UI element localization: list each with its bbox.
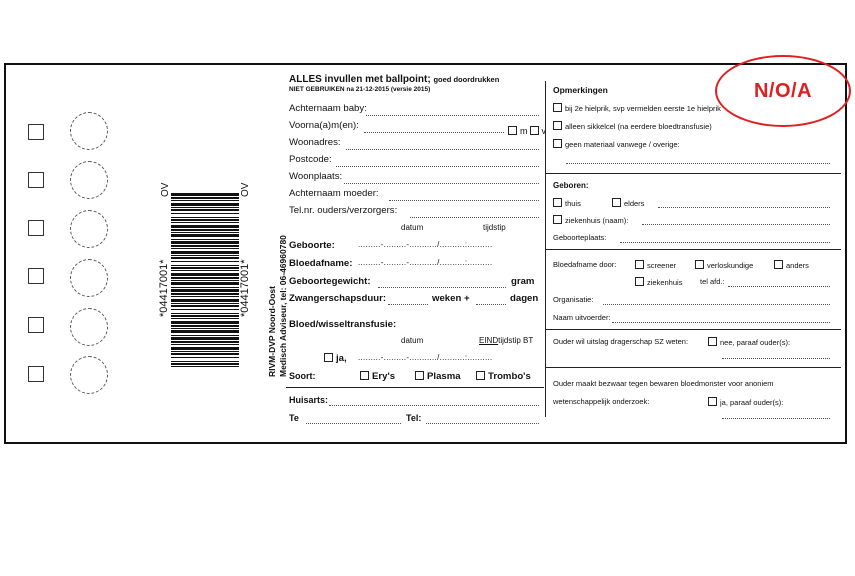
- blood-spot-circle: [70, 161, 108, 199]
- afname-ziekenhuis-checkbox[interactable]: [635, 277, 644, 286]
- sex-choice: m v: [508, 126, 546, 136]
- barcode-bar: [171, 229, 239, 231]
- achternaam-moeder-label: Achternaam moeder:: [289, 188, 379, 199]
- blood-spot-circle: [70, 308, 108, 346]
- barcode-bar: [171, 287, 239, 288]
- barcode-bar: [171, 341, 239, 343]
- achternaam-moeder-field[interactable]: [389, 200, 539, 201]
- bezwaar-ja[interactable]: ja, paraaf ouder(s):: [708, 397, 783, 407]
- barcode-bar: [171, 318, 239, 319]
- barcode-bar: [171, 225, 239, 228]
- barcode-bar: [171, 200, 239, 201]
- barcode-bar: [171, 245, 239, 247]
- checkbox-square[interactable]: [28, 220, 44, 236]
- barcode-bar: [171, 363, 239, 365]
- telnr-field[interactable]: [410, 217, 539, 218]
- barcode-bar: [171, 282, 239, 285]
- afname-screener[interactable]: screener: [635, 260, 676, 270]
- achternaam-baby-label: Achternaam baby:: [289, 103, 367, 114]
- tel-afd-field[interactable]: [728, 286, 830, 287]
- trombos-checkbox[interactable]: [476, 371, 485, 380]
- barcode-bar: [171, 203, 239, 206]
- checkbox-square[interactable]: [28, 366, 44, 382]
- barcode-bar: [171, 213, 239, 214]
- form-title: ALLES invullen met ballpoint; goed doordrukken: [289, 74, 500, 85]
- gram-unit: gram: [511, 276, 535, 287]
- trombos-option[interactable]: Trombo's: [476, 371, 531, 382]
- weken-field[interactable]: [388, 304, 428, 305]
- afname-anders[interactable]: anders: [774, 260, 809, 270]
- barcode-bar: [171, 361, 239, 362]
- barcode-bar: [171, 303, 239, 304]
- ziekenhuis-checkbox[interactable]: [553, 215, 562, 224]
- blood-spot-circle: [70, 259, 108, 297]
- soort-label: Soort:: [289, 371, 316, 381]
- weken-unit: weken +: [432, 293, 470, 304]
- thuis-checkbox[interactable]: [553, 198, 562, 207]
- barcode-bar: [171, 277, 239, 279]
- screener-checkbox[interactable]: [635, 260, 644, 269]
- divider: [546, 173, 841, 174]
- tel-label: Tel:: [406, 413, 422, 423]
- afname-door-label: Bloedafname door:: [553, 260, 617, 269]
- barcode-bar: [171, 255, 239, 256]
- barcode-bar: [171, 289, 239, 292]
- bezwaar-text-1: Ouder maakt bezwaar tegen bewaren bloedmonster voor anoniem: [553, 379, 774, 388]
- opmerking-3-checkbox[interactable]: [553, 139, 562, 148]
- geboren-elders[interactable]: elders: [612, 198, 644, 208]
- barcode-bar: [171, 293, 239, 295]
- ja-checkbox[interactable]: [324, 353, 333, 362]
- bloedafname-label: Bloedafname:: [289, 258, 353, 269]
- adviseur-side-text: Medisch Adviseur, tel: 06-46960780: [278, 235, 288, 377]
- opmerking-2-checkbox[interactable]: [553, 121, 562, 130]
- te-field[interactable]: [306, 423, 401, 424]
- barcode-bar: [171, 325, 239, 327]
- nee-checkbox[interactable]: [708, 337, 717, 346]
- transfusie-eind-header: EINDtijdstip BT: [479, 336, 534, 345]
- barcode-bar: [171, 321, 239, 324]
- telnr-label: Tel.nr. ouders/verzorgers:: [289, 205, 398, 216]
- transfusie-ja[interactable]: ja,: [324, 353, 347, 364]
- postcode-label: Postcode:: [289, 154, 332, 165]
- barcode-bar: [171, 209, 239, 211]
- barcode-bar: [171, 267, 239, 269]
- plasma-checkbox[interactable]: [415, 371, 424, 380]
- postcode-field[interactable]: [336, 166, 539, 167]
- bezwaar-field[interactable]: [722, 418, 830, 419]
- barcode-bar: [171, 219, 239, 221]
- sex-v-checkbox[interactable]: [530, 126, 539, 135]
- barcode-bar: [171, 193, 239, 196]
- barcode-bar: [171, 222, 239, 223]
- voornamen-label: Voorna(a)m(en):: [289, 120, 359, 131]
- barcode-bar: [171, 366, 239, 367]
- bloedafname-field[interactable]: .........-.........-.........../..........:..........: [358, 258, 493, 267]
- barcode-number-left: *04417001*: [158, 259, 170, 317]
- barcode-bar: [171, 357, 239, 358]
- divider: [546, 249, 841, 250]
- geboorteplaats-label: Geboorteplaats:: [553, 233, 607, 242]
- barcode-bar: [171, 234, 239, 237]
- checkbox-square[interactable]: [28, 172, 44, 188]
- barcode-bar: [171, 232, 239, 233]
- divider: [546, 367, 841, 368]
- barcode-bar: [171, 337, 239, 340]
- barcode-bar: [171, 315, 239, 317]
- barcode-bar: [171, 248, 239, 249]
- elders-field[interactable]: [658, 207, 830, 208]
- geboorteplaats-field[interactable]: [620, 242, 830, 243]
- barcode-bar: [171, 207, 239, 208]
- naam-uitvoerder-label: Naam uitvoerder:: [553, 313, 611, 322]
- barcode: [171, 193, 239, 369]
- opmerking-field[interactable]: [566, 163, 830, 164]
- geboren-ziekenhuis[interactable]: ziekenhuis (naam):: [553, 215, 628, 225]
- woonadres-label: Woonadres:: [289, 137, 341, 148]
- barcode-number-right: *04417001*: [239, 259, 251, 317]
- barcode-bar: [171, 313, 239, 314]
- woonadres-field[interactable]: [346, 149, 539, 150]
- opmerking-2[interactable]: alleen sikkelcel (na eerdere bloedtransfusie): [553, 121, 712, 131]
- barcode-bar: [171, 217, 239, 218]
- anders-checkbox[interactable]: [774, 260, 783, 269]
- geboortegewicht-label: Geboortegewicht:: [289, 276, 371, 287]
- dragerschap-nee[interactable]: nee, paraaf ouder(s):: [708, 337, 790, 347]
- checkbox-square[interactable]: [28, 124, 44, 140]
- geboorte-field[interactable]: .........-.........-.........../..........:..........: [358, 240, 493, 249]
- ov-label-right: OV: [240, 182, 251, 197]
- heel-prick-card: [4, 63, 847, 444]
- naam-uitvoerder-field[interactable]: [612, 322, 830, 323]
- barcode-bar: [171, 328, 239, 329]
- tel-field[interactable]: [426, 423, 539, 424]
- barcode-bar: [171, 309, 239, 310]
- barcode-bar: [171, 239, 239, 240]
- geboren-title: Geboren:: [553, 181, 589, 190]
- barcode-bar: [171, 257, 239, 259]
- organisatie-field[interactable]: [603, 304, 830, 305]
- form-subtitle: NIET GEBRUIKEN na 21-12-2015 (versie 2015): [289, 86, 431, 93]
- te-label: Te: [289, 413, 299, 423]
- afname-ziekenhuis[interactable]: ziekenhuis: [635, 277, 682, 287]
- barcode-bar: [171, 251, 239, 254]
- barcode-bar: [171, 299, 239, 302]
- dagen-unit: dagen: [510, 293, 539, 304]
- achternaam-baby-field[interactable]: [366, 115, 539, 116]
- rivm-side-text: RIVM-DVP Noord-Oost: [267, 286, 277, 377]
- barcode-bar: [171, 197, 239, 199]
- voornamen-field[interactable]: [364, 132, 504, 133]
- barcode-bar: [171, 330, 239, 333]
- bezwaar-ja-checkbox[interactable]: [708, 397, 717, 406]
- barcode-bar: [171, 261, 239, 262]
- blood-spot-circle: [70, 112, 108, 150]
- huisarts-label: Huisarts:: [289, 395, 329, 405]
- blood-spot-circle: [70, 210, 108, 248]
- zwangerschapsduur-label: Zwangerschapsduur:: [289, 293, 387, 304]
- barcode-bar: [171, 265, 239, 266]
- datum-header: datum: [401, 223, 424, 232]
- barcode-bar: [171, 273, 239, 276]
- erys-checkbox[interactable]: [360, 371, 369, 380]
- barcode-bar: [171, 296, 239, 297]
- opmerking-1-checkbox[interactable]: [553, 103, 562, 112]
- barcode-bar: [171, 347, 239, 350]
- checkbox-square[interactable]: [28, 317, 44, 333]
- tel-afd-label: tel afd.:: [700, 277, 725, 286]
- barcode-bar: [171, 353, 239, 355]
- geboortegewicht-field[interactable]: [378, 287, 506, 288]
- ziekenhuis-field[interactable]: [642, 224, 830, 225]
- dragerschap-text: Ouder wil uitslag dragerschap SZ weten:: [553, 337, 689, 346]
- elders-checkbox[interactable]: [612, 198, 621, 207]
- ov-label-left: OV: [160, 182, 171, 197]
- dagen-field[interactable]: [476, 304, 506, 305]
- erys-option[interactable]: Ery's: [360, 371, 395, 382]
- barcode-bar: [171, 351, 239, 352]
- transfusie-datum-header: datum: [401, 336, 424, 345]
- verloskundige-checkbox[interactable]: [695, 260, 704, 269]
- divider: [286, 387, 544, 388]
- barcode-bar: [171, 305, 239, 307]
- afname-verloskundige[interactable]: verloskundige: [695, 260, 753, 270]
- barcode-bar: [171, 270, 239, 271]
- organisatie-label: Organisatie:: [553, 295, 594, 304]
- noa-stamp: N/O/A: [715, 55, 851, 127]
- tijdstip-header: tijdstip: [483, 223, 506, 232]
- geboren-thuis[interactable]: thuis: [553, 198, 581, 208]
- opmerking-3[interactable]: geen materiaal vanwege / overige:: [553, 139, 680, 149]
- barcode-bar: [171, 335, 239, 336]
- woonplaats-field[interactable]: [344, 183, 539, 184]
- woonplaats-label: Woonplaats:: [289, 171, 343, 182]
- geboorte-label: Geboorte:: [289, 240, 335, 251]
- divider: [546, 329, 841, 330]
- barcode-bar: [171, 241, 239, 244]
- dragerschap-field[interactable]: [722, 358, 830, 359]
- opmerkingen-title: Opmerkingen: [553, 85, 608, 95]
- opmerking-1[interactable]: bij 2e hielprik, svp vermelden eerste 1e hielprik: [553, 103, 721, 113]
- transfusie-field[interactable]: .........-.........-.........../..........:..........: [358, 353, 493, 362]
- checkbox-square[interactable]: [28, 268, 44, 284]
- blood-spot-circle: [70, 356, 108, 394]
- sex-m-checkbox[interactable]: [508, 126, 517, 135]
- bezwaar-text-2: wetenschappelijk onderzoek:: [553, 397, 650, 406]
- huisarts-field[interactable]: [329, 405, 539, 406]
- barcode-bar: [171, 280, 239, 281]
- barcode-bar: [171, 344, 239, 345]
- plasma-option[interactable]: Plasma: [415, 371, 461, 382]
- transfusie-title: Bloed/wisseltransfusie:: [289, 319, 397, 330]
